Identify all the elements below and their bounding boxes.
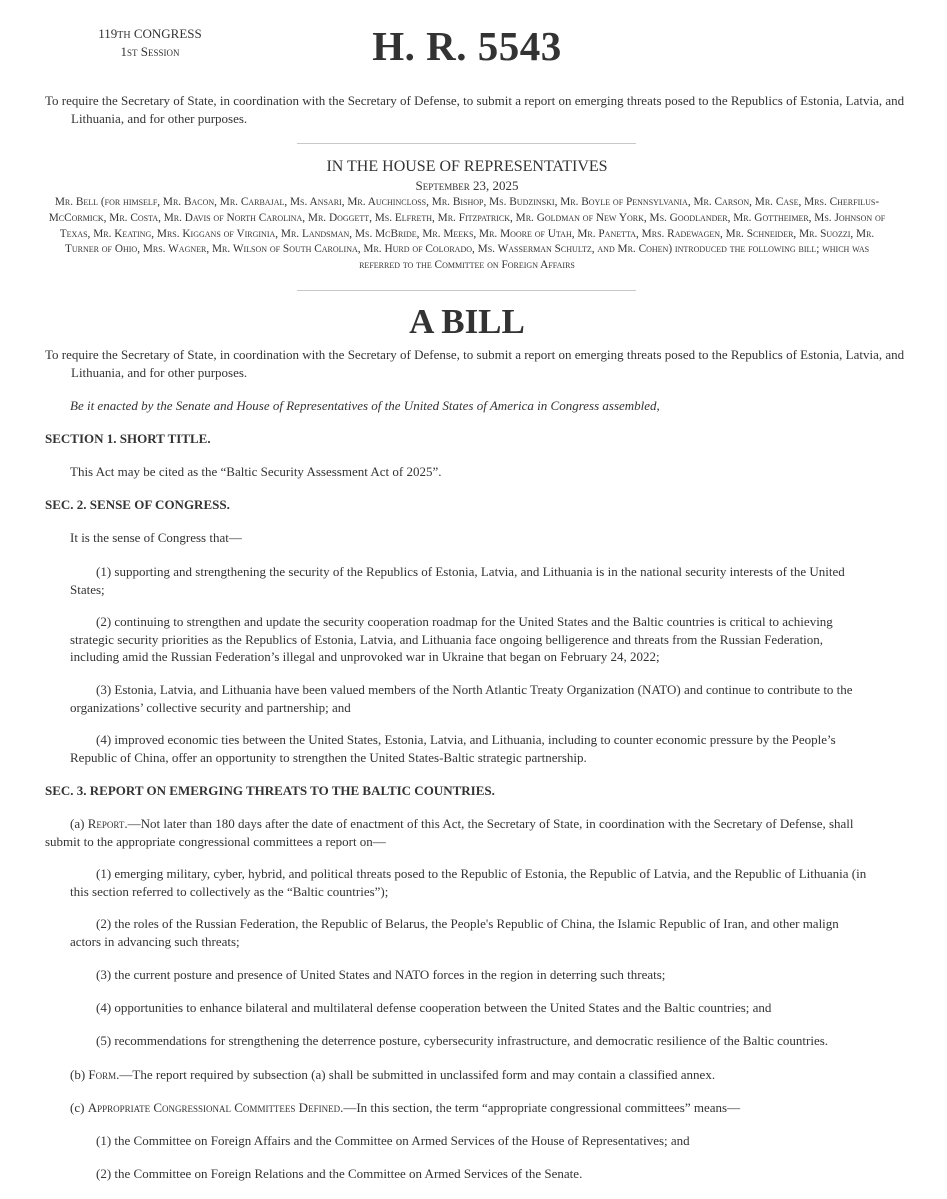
enacting-clause: Be it enacted by the Senate and House of Representatives of the United States of America in Congress assembled, xyxy=(70,398,660,413)
sec2-para-2: (2) continuing to strengthen and update the security cooperation roadmap for the United States and the Baltic countries is critical to achieving strategic security priorities as the Republics of Estonia, Latvia, and Lithuania face ongoing belligerence and threats from the Russian Federation, including amid the Russian Federation’s illegal and unprovoked war in Ukraine that began on February 24, 2022; xyxy=(70,614,833,664)
sec3-a-item-2: (2) the roles of the Russian Federation, the Republic of Belarus, the People's Republic of China, the Islamic Republic of Iran, and other malign actors in advancing such threats; xyxy=(70,916,839,949)
sec1-text: This Act may be cited as the “Baltic Security Assessment Act of 2025”. xyxy=(70,464,442,479)
sec3-c-item-1: (1) the Committee on Foreign Affairs and the Committee on Armed Services of the House of Representatives; and xyxy=(96,1133,690,1148)
subsection-b-label: (b) xyxy=(70,1067,89,1082)
sec3-c-item-2: (2) the Committee on Foreign Relations and the Committee on Armed Services of the Senate. xyxy=(96,1166,583,1181)
subsection-c-text: —In this section, the term “appropriate congressional committees” means— xyxy=(343,1100,741,1115)
house-date: September 23, 2025 xyxy=(415,178,519,193)
house-title: IN THE HOUSE OF REPRESENTATIVES xyxy=(326,158,608,175)
divider-bottom xyxy=(297,290,636,291)
sec3-a-item-1: (1) emerging military, cyber, hybrid, and political threats posed to the Republic of Estonia, the Republic of Latvia, and the Republic of Lithuania (in this section referred to collectively as the “Baltic countries”); xyxy=(70,866,867,899)
subsection-a-text: —Not later than 180 days after the date of enactment of this Act, the Secretary of State, in coordination with the Secretary of Defense, shall submit to the appropriate congressional committees a report on— xyxy=(45,816,854,849)
sec2-para-4: (4) improved economic ties between the United States, Estonia, Latvia, and Lithuania, including to counter economic pressure by the People’s Republic of China, offer an opportunity to strengthen the United States-Baltic strategic partnership. xyxy=(70,732,836,765)
sec3-subsection-c xyxy=(70,1099,890,1117)
sec1-heading: SECTION 1. SHORT TITLE. xyxy=(45,431,211,446)
subsection-c-label: (c) xyxy=(70,1100,88,1115)
subsection-a-heading: Report. xyxy=(87,816,128,831)
bill-heading: A BILL xyxy=(409,302,525,341)
sec2-para-1: (1) supporting and strengthening the security of the Republics of Estonia, Latvia, and Lithuania is in the national security interests of the United States; xyxy=(70,564,845,597)
sponsors-text: Mr. Bell (for himself, Mr. Bacon, Mr. Carbajal, Ms. Ansari, Mr. Auchincloss, Mr. Bishop, Ms. Budzinski, Mr. Boyle of Pennsylvania, Mr. Carson, Mr. Case, Mrs. Cherfilus-McCormick, Mr. Costa, Mr. Davis of North Carolina, Mr. Doggett, Ms. Elfreth, Mr. Fitzpatrick, Mr. Goldman of New York, Ms. Goodlander, Mr. Gottheimer, Ms. Johnson of Texas, Mr. Keating, Mrs. Kiggans of Virginia, Mr. Landsman, Ms. McBride, Mr. Meeks, Mr. Moore of Utah, Mr. Panetta, Mrs. Radewagen, Mr. Schneider, Mr. Suozzi, Mr. Turner of Ohio, Mrs. Wagner, Mr. Wilson of South Carolina, Mr. Hurd of Colorado, Ms. Wasserman Schultz, and Mr. Cohen) introduced the following bill; which was referred to the Committee on Foreign Affairs xyxy=(48,196,886,272)
subsection-b-text: —The report required by subsection (a) shall be submitted in unclassifed form and may contain a classified annex. xyxy=(119,1067,716,1082)
congress-word: CONGRESS xyxy=(133,26,202,41)
bill-purpose: To require the Secretary of State, in coordination with the Secretary of Defense, to submit a report on emerging threats posed to the Republics of Estonia, Latvia, and Lithuania, and for other purposes. xyxy=(45,347,905,380)
congress-ordinal: TH xyxy=(117,30,131,41)
sec3-a-item-4: (4) opportunities to enhance bilateral and multilateral defense cooperation between the United States and the Baltic countries; and xyxy=(96,1000,772,1015)
session-label: 1st Session xyxy=(120,44,180,59)
sec3-subsection-a xyxy=(45,815,875,850)
bill-number: H. R. 5543 xyxy=(372,23,562,69)
sec2-heading: SEC. 2. SENSE OF CONGRESS. xyxy=(45,497,230,512)
intro-purpose: To require the Secretary of State, in coordination with the Secretary of Defense, to submit a report on emerging threats posed to the Republics of Estonia, Latvia, and Lithuania, and for other purposes. xyxy=(45,93,905,126)
sec3-heading: SEC. 3. REPORT ON EMERGING THREATS TO THE BALTIC COUNTRIES. xyxy=(45,783,495,798)
congress-number: 119 xyxy=(98,26,118,41)
subsection-a-label: (a) xyxy=(70,816,88,831)
sec3-a-item-3: (3) the current posture and presence of United States and NATO forces in the region in deterring such threats; xyxy=(96,967,666,982)
sec2-para-3: (3) Estonia, Latvia, and Lithuania have been valued members of the North Atlantic Treaty Organization (NATO) and continue to contribute to the organizations’ collective security and partnership; and xyxy=(70,682,853,715)
subsection-b-heading: Form. xyxy=(88,1067,120,1082)
sec3-a-item-5: (5) recommendations for strengthening the deterrence posture, cybersecurity infrastructure, and democratic resilience of the Baltic countries. xyxy=(96,1033,829,1048)
sec3-subsection-b xyxy=(70,1066,890,1084)
sec2-lead: It is the sense of Congress that— xyxy=(70,530,242,545)
subsection-c-heading: Appropriate Congressional Committees Defined. xyxy=(87,1100,344,1115)
divider-top xyxy=(297,143,636,144)
